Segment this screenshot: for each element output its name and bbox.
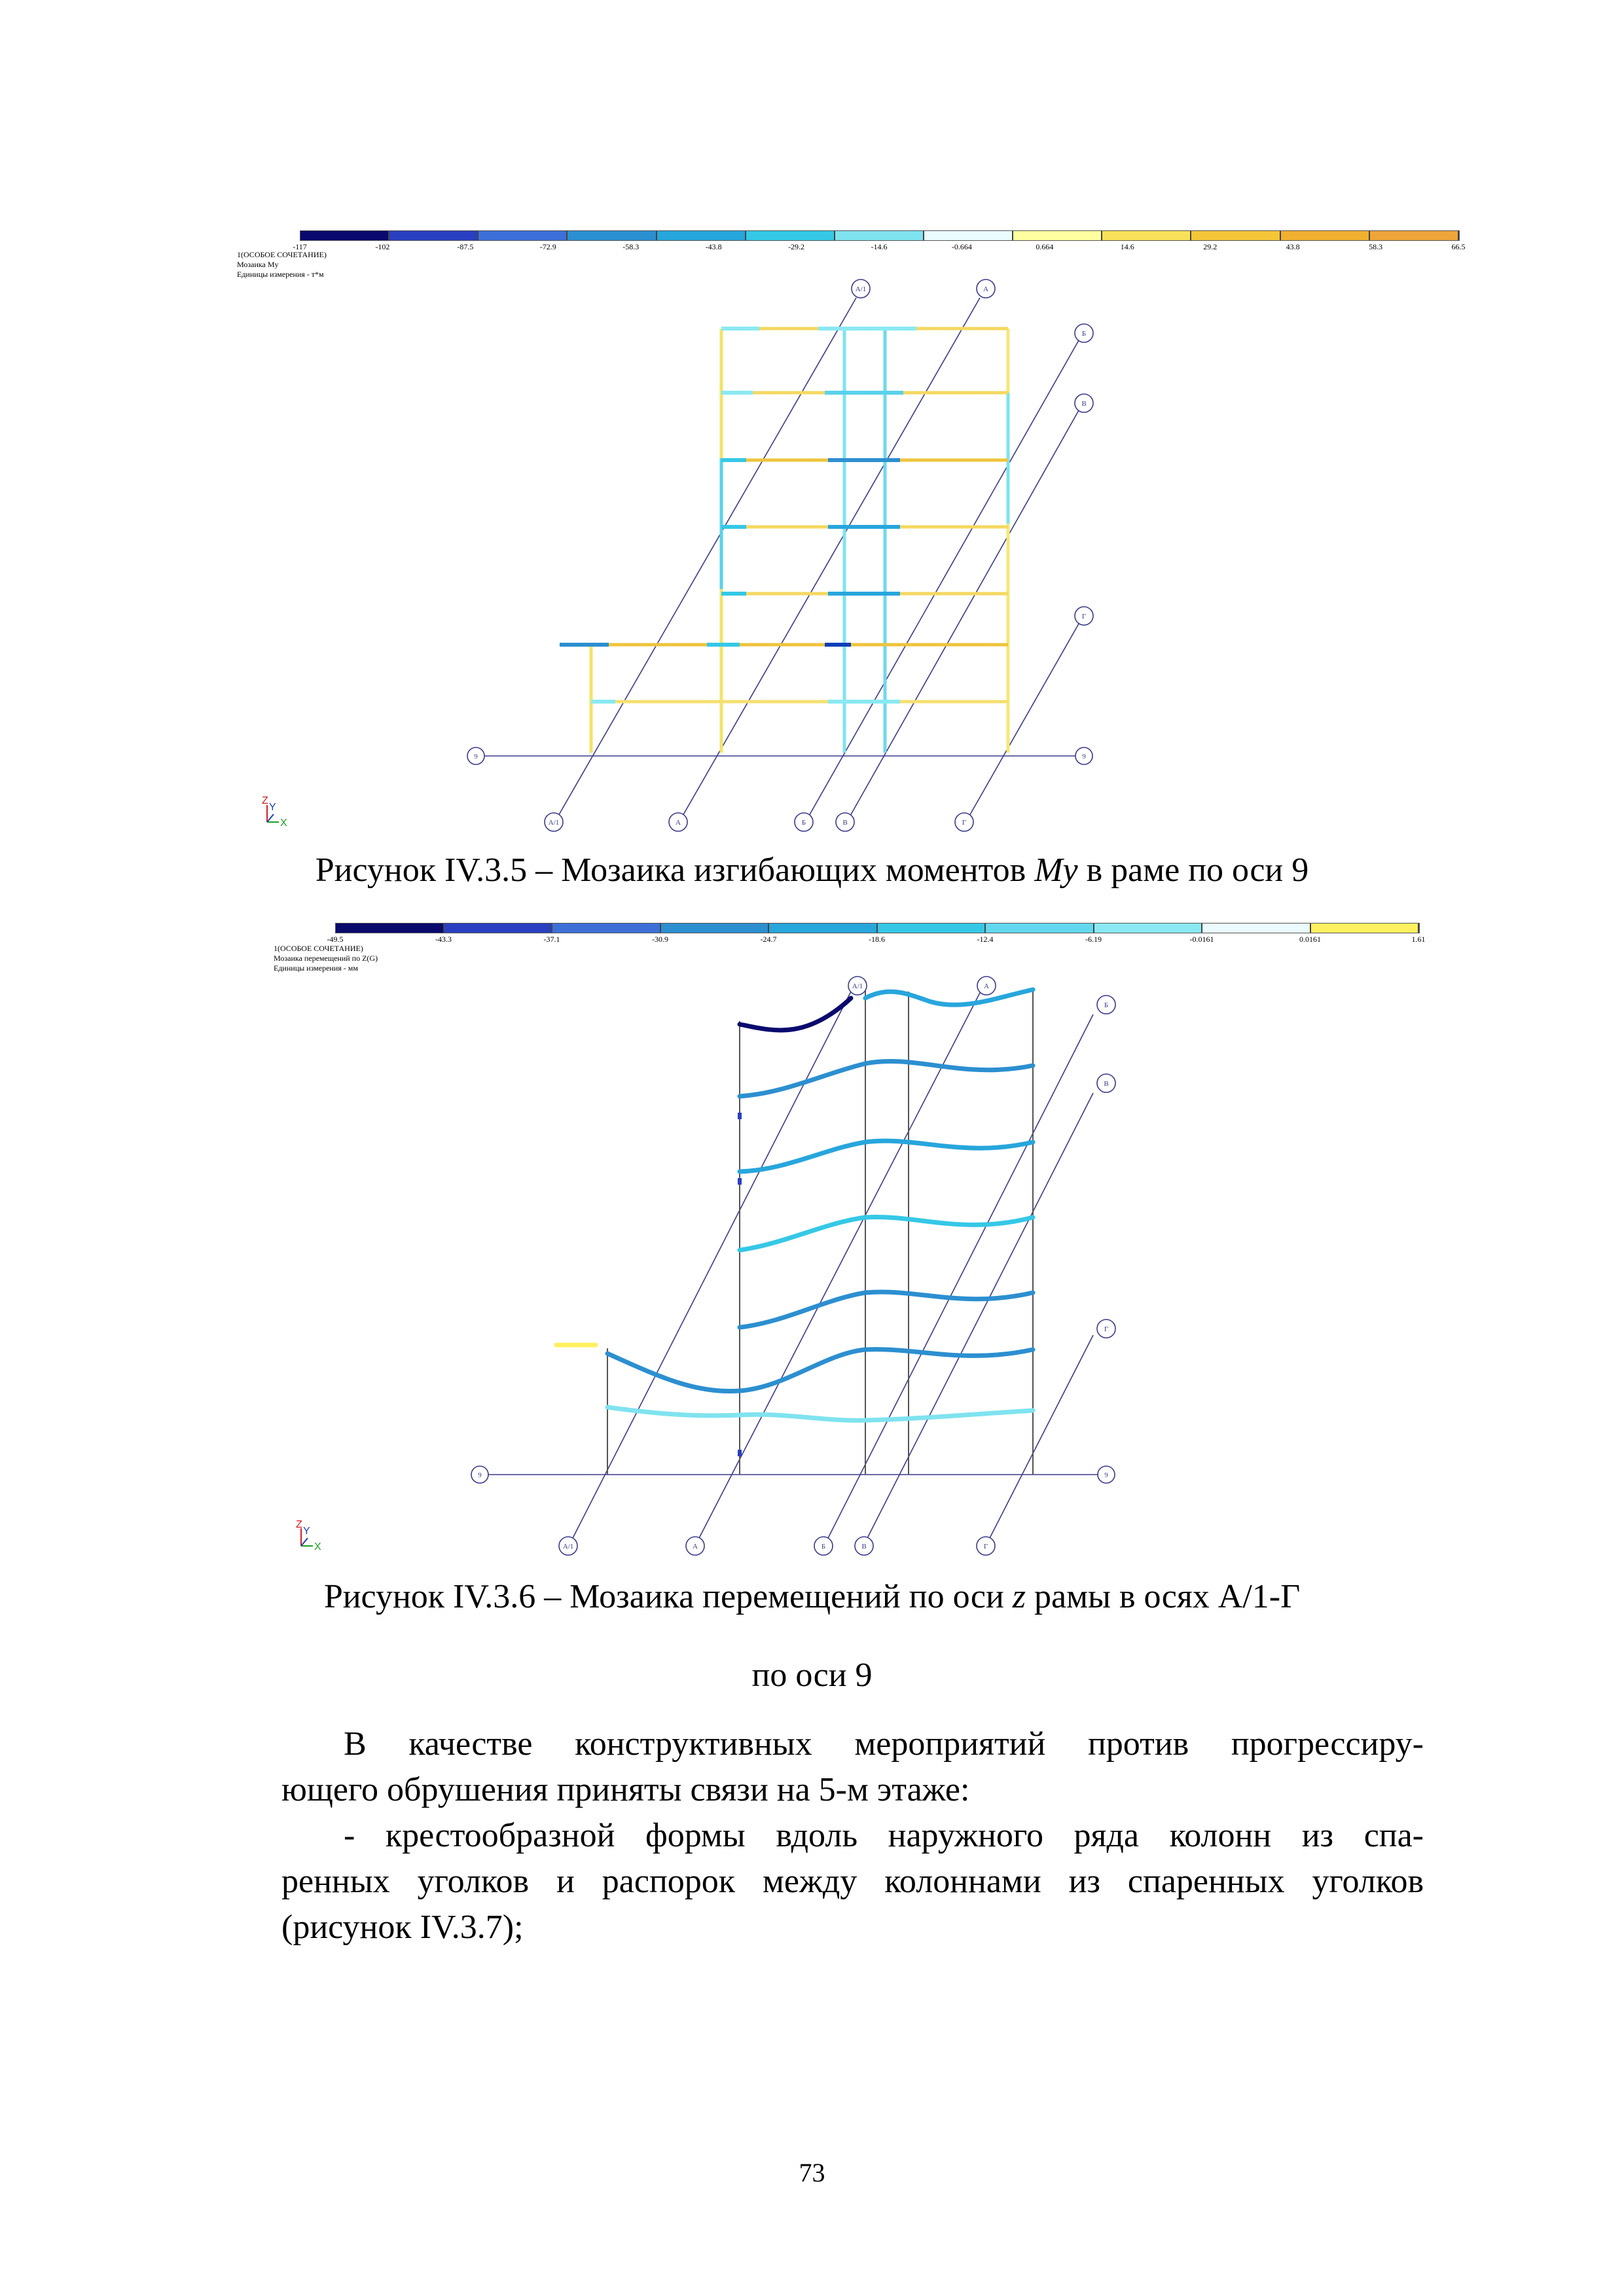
axis-label-A-bottom: А	[693, 1543, 698, 1551]
load-case-label: 1(ОСОБОЕ СОЧЕТАНИЕ)	[274, 944, 363, 953]
axis-label-G-bottom: Г	[983, 1543, 988, 1551]
body-paragraph-1	[281, 1721, 1424, 1813]
legend-tick-label: -24.7	[760, 935, 777, 944]
grid-axes	[488, 992, 1100, 1538]
frame-columns	[607, 988, 1033, 1475]
legend-tick-label: -43.3	[435, 935, 452, 944]
axis-x-label: X	[314, 1541, 321, 1552]
legend-tick-label: -30.9	[652, 935, 668, 944]
legend-tick-label: -0.664	[951, 242, 972, 251]
units-label: Единицы измерения - т*м	[237, 270, 324, 279]
figure-caption: Рисунок IV.3.6 – Мозаика перемещений по оси z рамы в осях А/1-Г	[323, 1578, 1301, 1615]
legend-tick-label: -102	[375, 242, 390, 251]
axis-x-label: X	[280, 817, 287, 829]
page-number: 73	[799, 2158, 825, 2187]
axis-label-V-bottom: В	[842, 819, 848, 827]
axis-label-G-top: Г	[1081, 613, 1087, 620]
body-paragraph-2	[281, 1813, 1424, 1950]
figure-caption-line2: по оси 9	[751, 1657, 873, 1694]
axis-markers	[471, 977, 1115, 1555]
text-line: - крестообразной формы вдоль наружного ряда колонн из спа-	[344, 1817, 1424, 1854]
units-label: Единицы измерения - мм	[274, 963, 358, 973]
legend-tick-label: -12.4	[977, 935, 994, 944]
mosaic-type-label: Мозаика My	[237, 260, 279, 269]
axis-label-A-top: А	[983, 285, 988, 293]
mosaic-type-label: Мозаика перемещений по Z(G)	[274, 954, 378, 963]
axis-label-9-right: 9	[1082, 753, 1086, 761]
figure-caption: Рисунок IV.3.5 – Мозаика изгибающих моментов My в раме по оси 9	[315, 852, 1309, 889]
legend-tick-label: -72.9	[539, 242, 556, 251]
axis-label-A1-top: А/1	[852, 982, 863, 990]
axis-label-V-top: В	[1104, 1080, 1109, 1088]
axis-label-A-bottom: А	[676, 819, 681, 827]
legend-tick-label: -43.8	[705, 242, 722, 251]
axis-z-label: Z	[262, 795, 268, 806]
axis-label-A-top: А	[984, 982, 989, 990]
axis-label-A1-bottom: А/1	[562, 1543, 574, 1551]
legend-tick-label: 43.8	[1286, 242, 1300, 251]
legend-tick-label: -18.6	[869, 935, 885, 944]
legend-tick-label: -14.6	[871, 242, 888, 251]
legend-tick-label: -49.5	[327, 935, 344, 944]
legend-tick-label: -6.19	[1085, 935, 1102, 944]
text-line: ренных уголков и распорок между колоннами из спаренных уголков	[281, 1863, 1424, 1900]
legend-tick-label: 14.6	[1120, 242, 1134, 251]
axis-label-9-left: 9	[474, 753, 478, 761]
legend-tick-label: 0.0161	[1299, 935, 1321, 944]
axis-label-9-right: 9	[1104, 1471, 1108, 1479]
axis-label-A1-top: А/1	[855, 285, 867, 293]
axis-label-B-top: Б	[1081, 330, 1087, 338]
coordinate-triad-icon	[296, 1519, 321, 1552]
legend-tick-label: 58.3	[1369, 242, 1383, 251]
legend-tick-label: -29.2	[788, 242, 805, 251]
text-line: ющего обрушения приняты связи на 5-м этаже:	[281, 1771, 970, 1808]
text-line: В качестве конструктивных мероприятий против прогрессиру-	[344, 1725, 1424, 1763]
axis-y-label: Y	[303, 1526, 310, 1537]
axis-label-B-bottom: Б	[801, 819, 806, 827]
legend-tick-label: 0.664	[1036, 242, 1054, 251]
legend-tick-label: 29.2	[1203, 242, 1218, 251]
axis-z-label: Z	[296, 1519, 302, 1530]
axis-line-B	[828, 1014, 1093, 1538]
legend-tick-label: 66.5	[1451, 242, 1466, 251]
axis-label-G-top: Г	[1104, 1325, 1109, 1333]
load-case-label: 1(ОСОБОЕ СОЧЕТАНИЕ)	[237, 250, 327, 259]
legend-tick-label: -117	[293, 242, 307, 251]
text-line: (рисунок IV.3.7);	[281, 1909, 524, 1946]
legend-tick-label: -58.3	[623, 242, 640, 251]
axis-line-A1	[573, 992, 851, 1538]
axis-line-V	[867, 1093, 1093, 1538]
axis-label-V-bottom: В	[861, 1543, 867, 1551]
axis-label-G-bottom: Г	[962, 819, 967, 827]
legend-tick-label: -87.5	[457, 242, 474, 251]
axis-line-G	[990, 1335, 1093, 1538]
legend-tick-label: -37.1	[543, 935, 560, 944]
deformed-beams	[556, 990, 1033, 1420]
legend-tick-label: -0.0161	[1189, 935, 1214, 944]
axis-y-label: Y	[269, 802, 276, 813]
axis-label-B-bottom: Б	[821, 1543, 826, 1551]
axis-label-V-top: В	[1081, 400, 1087, 408]
axis-label-9-left: 9	[478, 1471, 482, 1479]
axis-label-B-top: Б	[1104, 1001, 1109, 1009]
legend-tick-label: 1.61	[1411, 935, 1426, 944]
axis-label-A1-bottom: А/1	[548, 819, 560, 827]
